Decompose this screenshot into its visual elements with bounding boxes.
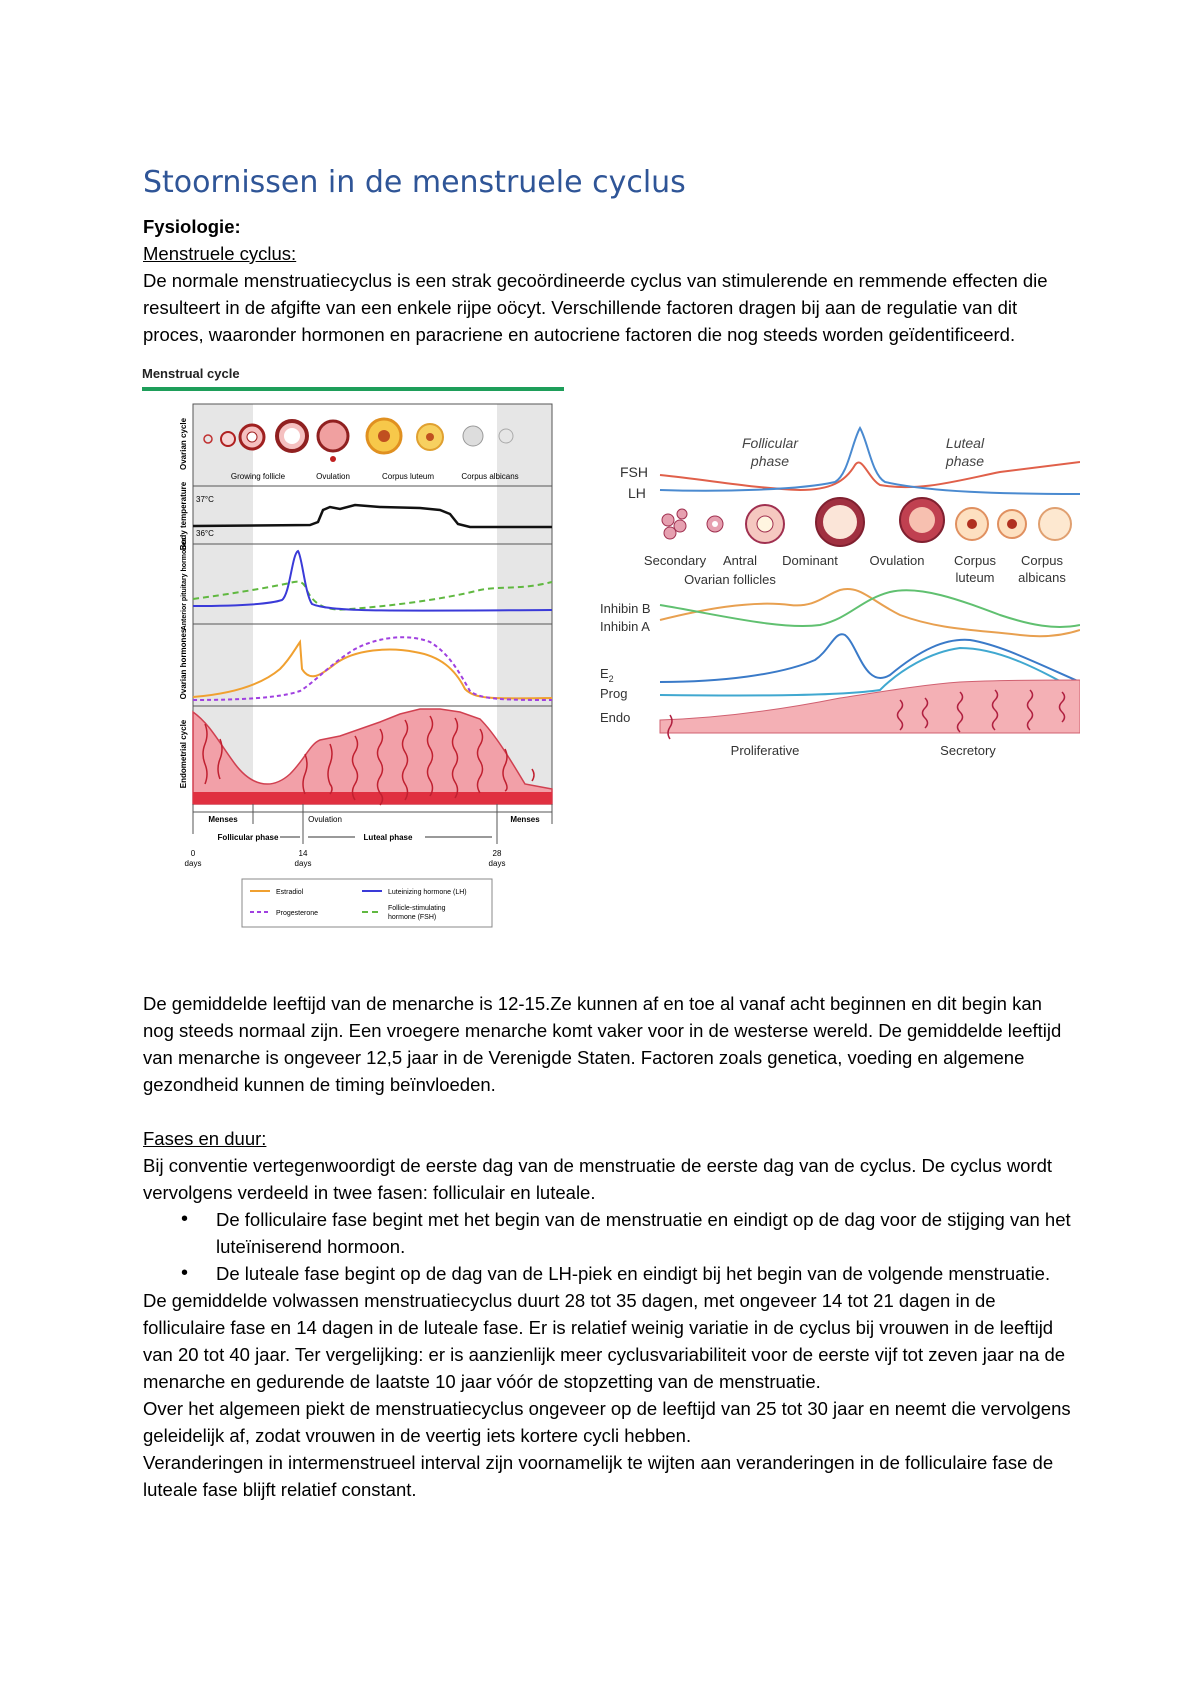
list-item: • De luteale fase begint op de dag van de LH-piek en eindigt bij het begin van de volgende menstruatie. [143, 1260, 1073, 1287]
row-label-pituitary: Anterior pituitary hormones [181, 537, 188, 631]
menarche-paragraph: De gemiddelde leeftijd van de menarche is 12-15.Ze kunnen af en toe al vanaf acht beginnen en dit begin kan nog steeds normaal zijn. Een vroegere menarche komt vaker voor in de westerse wereld. De gemiddelde leeftijd van menarche is ongeveer 12,5 jaar in de Verenigde Staten. Factoren zoals genetica, voeding en algemene gezondheid kunnen de timing beïnvloeden. [143, 993, 1062, 1095]
follicle-icon [284, 428, 300, 444]
e2-label [600, 666, 614, 684]
follicular-phase-label: Follicular phase [217, 833, 279, 842]
legend-label-fsh: hormone (FSH) [388, 914, 437, 921]
menses-right-label: Menses [510, 815, 540, 824]
section-heading: Fysiologie: [143, 216, 241, 237]
endo-label: Endo [600, 710, 631, 725]
luteal-phase-label: Luteal phase [363, 833, 413, 842]
ovarian-follicles-row [204, 419, 519, 481]
secondary-follicle-icon [662, 514, 674, 526]
phases-paragraph-2: Over het algemeen piekt de menstruatiecyclus ongeveer op de leeftijd van 25 tot 30 jaar en neemt die vervolgens geleidelijk af, zodat vrouwen in de veertig iets kortere cycli hebben. [143, 1398, 1071, 1446]
phases-paragraph-1: De gemiddelde volwassen menstruatiecyclus duurt 28 tot 35 dagen, met ongeveer 14 tot 21 dagen in de folliculaire fase en 14 dagen in de luteale fase. Er is relatief weinig variatie in de cyclus bij vrouwen in de leeftijd van 20 tot 40 jaar. Ter vergelijking: er is aanzienlijk meer cyclusvariabiliteit voor de eerste vijf tot zeven jaar na de menarche en gedurende de laatste 10 jaar vóór de stopzetting van de menstruatie. [143, 1290, 1066, 1392]
phases-section [143, 1125, 1073, 1503]
row-label-ovarian-hormones: Ovarian hormones [179, 628, 188, 700]
ovarian-follicles-label: Ovarian follicles [684, 572, 776, 587]
list-item: • De folliculaire fase begint met het begin van de menstruatie en eindigt op de dag voor de stijging van het luteïniserend hormoon. [143, 1206, 1073, 1260]
legend-label-estradiol: Estradiol [276, 889, 304, 896]
intro-section [143, 213, 1073, 348]
corpus-luteum-icon [967, 519, 977, 529]
page-title: Stoornissen in de menstruele cyclus [143, 165, 686, 200]
stage-label-corpus-albicans: Corpus albicans [461, 472, 519, 481]
e2-label-sub: 2 [608, 674, 614, 684]
legend-label-progesterone: Progesterone [276, 910, 319, 917]
menarche-section [143, 990, 1073, 1098]
intro-paragraph: De normale menstruatiecyclus is een strak gecoördineerde cyclus van stimulerende en remmende effecten die resulteert in de afgifte van een enkele rijpe oöcyt. Verschillende factoren dragen bij aan de regulatie van dit proces, waaronder hormonen en paracriene en autocriene factoren die nog steeds worden geïdentificeerd. [143, 270, 1048, 345]
figure-title: Menstrual cycle [142, 366, 240, 381]
legend-frame [242, 879, 492, 927]
day-0-label: 0 [190, 849, 196, 858]
stage-label-dominant: Dominant [782, 553, 838, 568]
luteal-phase-label-2: phase [945, 453, 985, 469]
legend-label-fsh: Follicle-stimulating [388, 905, 446, 912]
days-label: days [294, 859, 312, 868]
phases-bullet-list [143, 1206, 1073, 1287]
corpus-luteum-icon [1007, 519, 1017, 529]
row-label-ovarian-cycle: Ovarian cycle [179, 417, 188, 471]
day-14-label: 14 [298, 849, 308, 858]
ovum-icon [330, 456, 336, 462]
row-label-body-temperature: Body temperature [179, 481, 188, 551]
follicle-sequence [662, 498, 1071, 546]
inhibin-b-curve [660, 589, 1080, 636]
follicular-phase-label-2: phase [750, 453, 790, 469]
proliferative-label: Proliferative [730, 743, 800, 758]
inhibin-b-label: Inhibin B [600, 601, 651, 616]
stage-label-corpus-luteum: Corpus luteum [381, 472, 435, 481]
stage-label-corpus-albicans-2: albicans [1018, 570, 1066, 585]
follicle-icon [221, 432, 235, 446]
inhibin-a-curve [660, 590, 1080, 627]
stage-label-ovulation: Ovulation [869, 553, 925, 568]
inhibin-a-label: Inhibin A [600, 619, 650, 634]
day-28-label: 28 [492, 849, 502, 858]
fsh-curve [660, 462, 1080, 490]
days-label: days [488, 859, 506, 868]
secondary-follicle-icon [677, 509, 687, 519]
days-label: days [184, 859, 202, 868]
corpus-luteum-icon [378, 430, 390, 442]
endometrium-strip [660, 680, 1080, 733]
follicular-phase-label-1: Follicular [741, 435, 799, 451]
corpus-albicans-icon [1039, 508, 1071, 540]
lh-curve [660, 428, 1080, 494]
endometrium-basal [193, 792, 552, 804]
row-label-endometrial: Endometrial cycle [179, 719, 188, 789]
antral-follicle-icon [757, 516, 773, 532]
follicle-icon [247, 432, 257, 442]
antral-follicle-icon [712, 521, 718, 527]
legend-label-lh: Luteinizing hormone (LH) [388, 889, 467, 896]
phases-intro: Bij conventie vertegenwoordigt de eerste dag van de menstruatie de eerste dag van de cyclus. De cyclus wordt vervolgens verdeeld in twee fasen: folliculair en luteale. [143, 1155, 1053, 1203]
stage-label-growing-follicle: Growing follicle [230, 472, 286, 481]
stage-label-corpus-luteum-2: luteum [955, 570, 995, 585]
dominant-follicle-icon [823, 505, 857, 539]
temp-low-label: 36°C [196, 529, 214, 538]
temp-high-label: 37°C [196, 495, 214, 504]
menstrual-cycle-figure [140, 364, 570, 934]
fsh-label: FSH [620, 464, 648, 480]
menses-shade-right [497, 404, 552, 804]
ovulation-follicle-icon [318, 421, 348, 451]
menses-left-label: Menses [208, 815, 238, 824]
stage-label-corpus-albicans-1: Corpus [1021, 553, 1063, 568]
e2-label-text: E [600, 666, 609, 681]
secretory-label: Secretory [940, 743, 996, 758]
corpus-albicans-icon [499, 429, 513, 443]
chart-legend [242, 879, 492, 927]
secondary-follicle-icon [664, 527, 676, 539]
corpus-albicans-icon [463, 426, 483, 446]
prog-label: Prog [600, 686, 628, 701]
luteal-phase-label-1: Luteal [945, 435, 985, 451]
ovulation-follicle-icon [909, 507, 935, 533]
lh-label: LH [628, 485, 646, 501]
green-rule [142, 387, 564, 391]
ovulation-label: Ovulation [308, 815, 342, 824]
phases-paragraph-3: Veranderingen in intermenstrueel interval zijn voornamelijk te wijten aan veranderingen in de folliculaire fase de luteale fase blijft relatief constant. [143, 1452, 1054, 1500]
stage-label-corpus-luteum-1: Corpus [954, 553, 996, 568]
stage-label-ovulation: Ovulation [316, 472, 350, 481]
subsection-heading: Menstruele cyclus: [143, 243, 297, 264]
hormone-follicle-figure [600, 420, 1080, 760]
e2-curve [660, 634, 1080, 682]
stage-label-antral: Antral [723, 553, 757, 568]
stage-label-secondary: Secondary [643, 553, 707, 568]
corpus-luteum-icon [426, 433, 434, 441]
phases-heading: Fases en duur: [143, 1128, 267, 1149]
